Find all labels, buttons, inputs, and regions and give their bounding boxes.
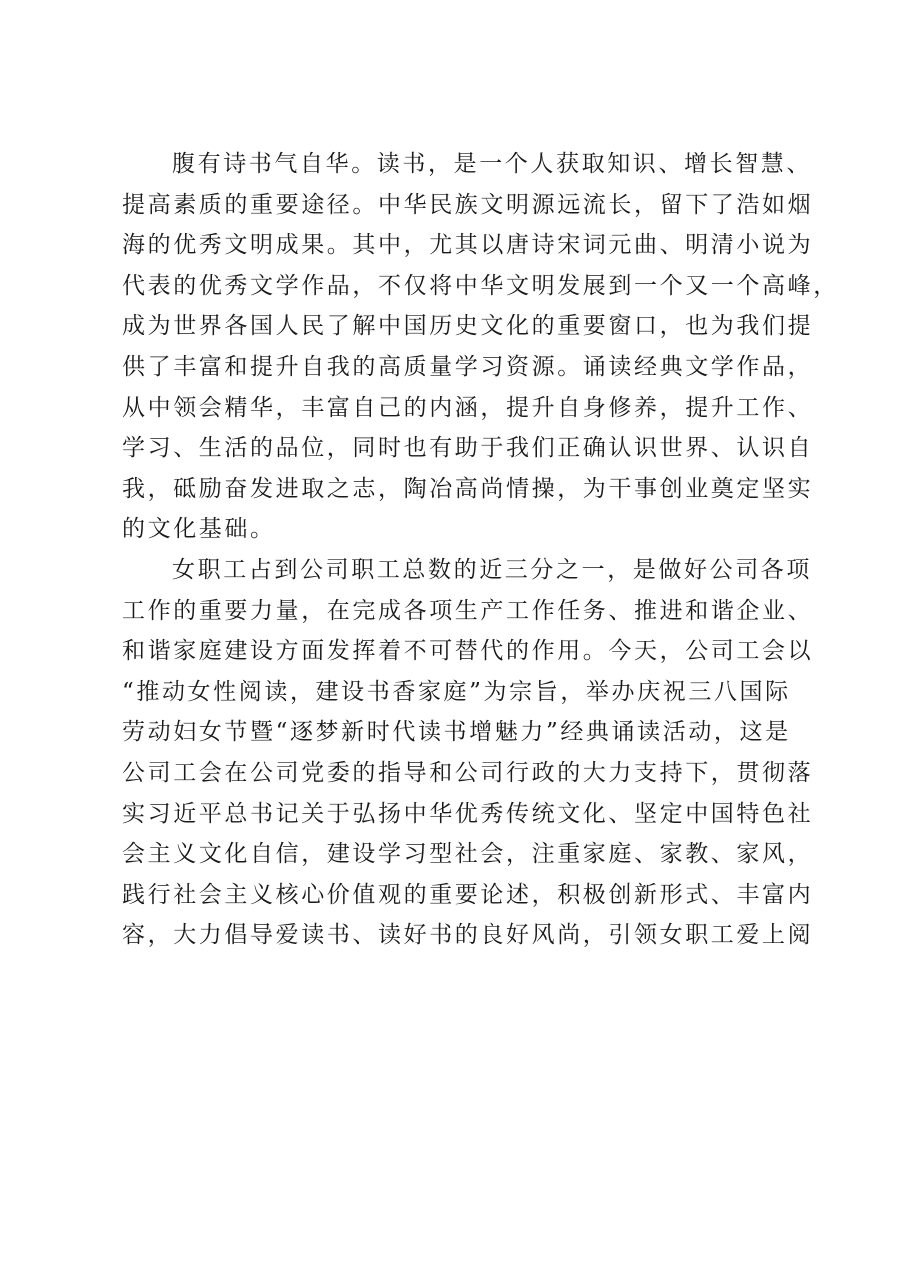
paragraph-line: 代表的优秀文学作品，不仅将中华文明发展到一个又一个高峰， <box>122 272 839 299</box>
document-body <box>122 144 839 956</box>
paragraph-line: 劳动妇女节暨“逐梦新时代读书增魅力”经典诵读活动，这是 <box>122 719 791 746</box>
paragraph-1 <box>122 144 839 550</box>
paragraph-line: 我，砥励奋发进取之志，陶冶高尚情操，为干事创业奠定坚实 <box>122 475 814 502</box>
paragraph-line: 海的优秀文明成果。其中，尤其以唐诗宋词元曲、明清小说为 <box>122 232 814 259</box>
paragraph-line: 实习近平总书记关于弘扬中华优秀传统文化、坚定中国特色社 <box>122 800 814 827</box>
paragraph-line: 和谐家庭建设方面发挥着不可替代的作用。今天，公司工会以 <box>122 638 814 665</box>
paragraph-line: 工作的重要力量，在完成各项生产工作任务、推进和谐企业、 <box>122 597 814 624</box>
paragraph-2 <box>122 550 812 956</box>
paragraph-line: 公司工会在公司党委的指导和公司行政的大力支持下，贯彻落 <box>122 759 814 786</box>
paragraph-line: 腹有诗书气自华。读书，是一个人获取知识、增长智慧、 <box>172 151 812 177</box>
paragraph-line: 践行社会主义核心价值观的重要论述，积极创新形式、丰富内 <box>122 881 814 908</box>
paragraph-line: 女职工占到公司职工总数的近三分之一，是做好公司各项 <box>172 556 812 583</box>
paragraph-line: 从中领会精华，丰富自己的内涵，提升自身修养，提升工作、 <box>122 394 814 421</box>
paragraph-line: 会主义文化自信，建设学习型社会，注重家庭、家教、家风， <box>122 841 814 868</box>
paragraph-line: “推动女性阅读，建设书香家庭”为宗旨，举办庆祝三八国际 <box>122 678 791 705</box>
paragraph-line: 容，大力倡导爱读书、读好书的良好风尚，引领女职工爱上阅 <box>122 922 814 949</box>
paragraph-line: 的文化基础。 <box>122 516 276 543</box>
paragraph-line: 成为世界各国人民了解中国历史文化的重要窗口，也为我们提 <box>122 313 814 340</box>
paragraph-line: 提高素质的重要途径。中华民族文明源远流长，留下了浩如烟 <box>122 191 814 218</box>
paragraph-line: 学习、生活的品位，同时也有助于我们正确认识世界、认识自 <box>122 435 814 462</box>
paragraph-line: 供了丰富和提升自我的高质量学习资源。诵读经典文学作品， <box>122 353 814 380</box>
